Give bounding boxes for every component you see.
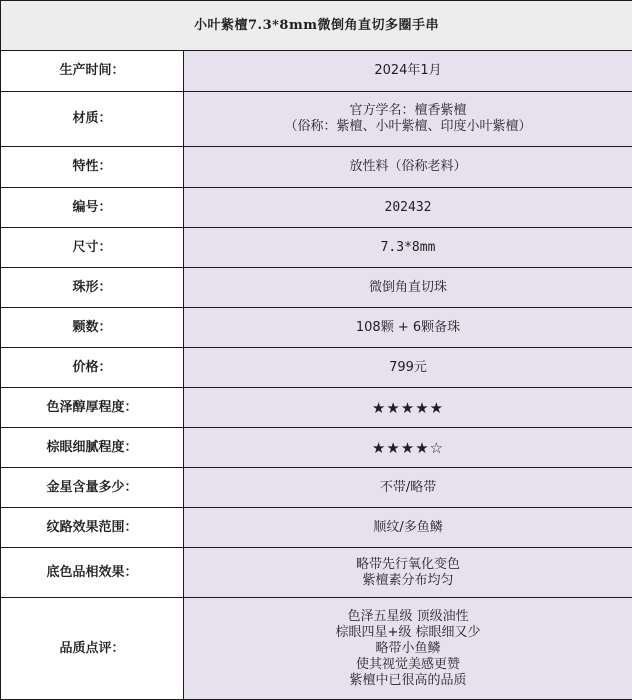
value-line: 紫檀中已很高的品质: [184, 673, 632, 689]
label-production-time: 生产时间：: [1, 51, 184, 92]
value-serial-number: [184, 188, 632, 228]
label-price: 价格：: [1, 348, 184, 388]
label-size: 尺寸：: [1, 228, 184, 268]
value-line: 放性料（俗称老料）: [184, 159, 632, 175]
value-line: 使其视觉美感更赞: [184, 657, 632, 673]
value-bead-shape: [184, 268, 632, 308]
row-grain-pattern: [1, 508, 632, 548]
row-production-time: [1, 51, 632, 92]
value-line: 不带/略带: [184, 480, 632, 496]
row-color-depth: [1, 388, 632, 428]
value-line: （俗称：紫檀、小叶紫檀、印度小叶紫檀）: [184, 119, 632, 135]
label-bead-shape: 珠形：: [1, 268, 184, 308]
value-line: 7.3*8mm: [184, 240, 632, 256]
row-quality-review: [1, 598, 632, 700]
value-line: 微倒角直切珠: [184, 280, 632, 296]
value-line: 799元: [184, 360, 632, 376]
value-line: 略带先行氧化变色: [184, 557, 632, 573]
value-production-time: [184, 51, 632, 92]
value-line: 202432: [184, 200, 632, 216]
value-golden-flecks: [184, 468, 632, 508]
value-color-depth: [184, 388, 632, 428]
value-line: 紫檀素分布均匀: [184, 573, 632, 589]
value-line: 棕眼四星+级 棕眼细又少: [184, 625, 632, 641]
label-grain-pattern: 纹路效果范围：: [1, 508, 184, 548]
row-size: [1, 228, 632, 268]
value-bead-count: [184, 308, 632, 348]
star-rating: ★★★★★: [184, 400, 632, 416]
label-golden-flecks: 金星含量多少：: [1, 468, 184, 508]
value-grain-pattern: [184, 508, 632, 548]
label-property: 特性：: [1, 147, 184, 188]
label-grain-fineness: 棕眼细腻程度：: [1, 428, 184, 468]
row-base-color: [1, 548, 632, 598]
row-serial-number: [1, 188, 632, 228]
value-price: [184, 348, 632, 388]
value-property: [184, 147, 632, 188]
label-base-color: 底色品相效果：: [1, 548, 184, 598]
label-bead-count: 颗数：: [1, 308, 184, 348]
value-base-color: [184, 548, 632, 598]
row-golden-flecks: [1, 468, 632, 508]
value-grain-fineness: [184, 428, 632, 468]
value-line: 顺纹/多鱼鳞: [184, 520, 632, 536]
star-rating: ★★★★☆: [184, 440, 632, 456]
label-serial-number: 编号：: [1, 188, 184, 228]
label-quality-review: 品质点评：: [1, 598, 184, 700]
row-property: [1, 147, 632, 188]
row-material: [1, 92, 632, 147]
row-bead-shape: [1, 268, 632, 308]
row-bead-count: [1, 308, 632, 348]
value-line: 官方学名：檀香紫檀: [184, 103, 632, 119]
page-title: 小叶紫檀7.3*8mm微倒角直切多圈手串: [1, 1, 632, 51]
value-line: 2024年1月: [184, 63, 632, 79]
label-material: 材质：: [1, 92, 184, 147]
value-line: 略带小鱼鳞: [184, 641, 632, 657]
label-color-depth: 色泽醇厚程度：: [1, 388, 184, 428]
value-line: 108颗 + 6颗备珠: [184, 320, 632, 336]
value-quality-review: [184, 598, 632, 700]
value-line: 色泽五星级 顶级油性: [184, 609, 632, 625]
value-material: [184, 92, 632, 147]
row-grain-fineness: [1, 428, 632, 468]
row-price: [1, 348, 632, 388]
value-size: [184, 228, 632, 268]
